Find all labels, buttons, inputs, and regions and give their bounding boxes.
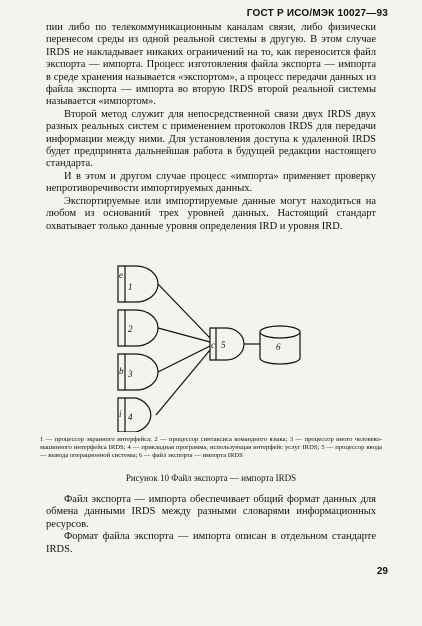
label-b: b bbox=[119, 366, 124, 376]
paragraph: Формат файла экспорта — импорта описан в отдельном стандарте IRDS. bbox=[46, 531, 376, 555]
label-2: 2 bbox=[128, 324, 133, 334]
paragraph: пии либо по телекоммуникационным каналам связи, либо физически перенесом среды из одной реальной системы в другую. В этом случае IRDS не накладывает никаких ограничений на то, как переносится файл экспорта — импорта. Процесс изготовления файла экспорта — импорта в среде хранения называется «экспортом», а процесс передачи данных из файла экспорта — импорта во вторую IRDS второй реальной системы называется «импортом». bbox=[46, 22, 376, 108]
body-text-bottom bbox=[46, 494, 376, 556]
block-5 bbox=[210, 328, 244, 360]
paragraph: Экспортируемые или импортируемые данные могут находиться на любом из оснований трех уровней данных. Настоящий стандарт охватывает только данные уровня определения IRD и уровня IRD. bbox=[46, 195, 376, 232]
block-1 bbox=[118, 266, 158, 302]
label-3: 3 bbox=[128, 369, 133, 379]
label-1: 1 bbox=[128, 282, 133, 292]
paragraph: И в этом и другом случае процесс «импорта» применяет проверку непротиворечивости импортируемых данных. bbox=[46, 170, 376, 195]
figure-10-diagram bbox=[98, 262, 328, 432]
body-text-top bbox=[46, 22, 376, 233]
label-i: i bbox=[119, 409, 122, 419]
label-c: c bbox=[211, 340, 215, 350]
figure-caption: 1 — процессор экранного интерфейса; 2 — процессор синтаксиса командного языка; 3 — процессор иного человеко-машинного интерфейса IRDS; 4 — прикладная программа, использующая интерфейс услуг IRDS; 5 — процессор ввода — вывода операционной системы; 6 — файл экспорта — импорта IRDS bbox=[40, 436, 382, 460]
block-2 bbox=[118, 310, 158, 346]
label-5: 5 bbox=[221, 340, 226, 350]
label-e: e bbox=[119, 270, 123, 280]
page-number: 29 bbox=[376, 566, 388, 577]
block-3 bbox=[118, 354, 158, 390]
label-4: 4 bbox=[128, 412, 133, 422]
figure-title: Рисунок 10 Файл экспорта — импорта IRDS bbox=[125, 473, 297, 483]
paragraph: Файл экспорта — импорта обеспечивает общий формат данных для обмена данными IRDS между разными словарями информационных ресурсов. bbox=[46, 494, 376, 530]
page-header: ГОСТ Р ИСО/МЭК 10027—93 bbox=[246, 8, 388, 19]
paragraph: Второй метод служит для непосредственной связи двух IRDS двух разных реальных систем с применением протоколов IRDS для передачи информации между ними. Для установления доступа к удаленной IRDS будет предпринята дальнейшая работа в будущей редакции настоящего стандарта. bbox=[46, 108, 376, 170]
block-4 bbox=[118, 398, 151, 432]
label-6: 6 bbox=[276, 342, 281, 352]
